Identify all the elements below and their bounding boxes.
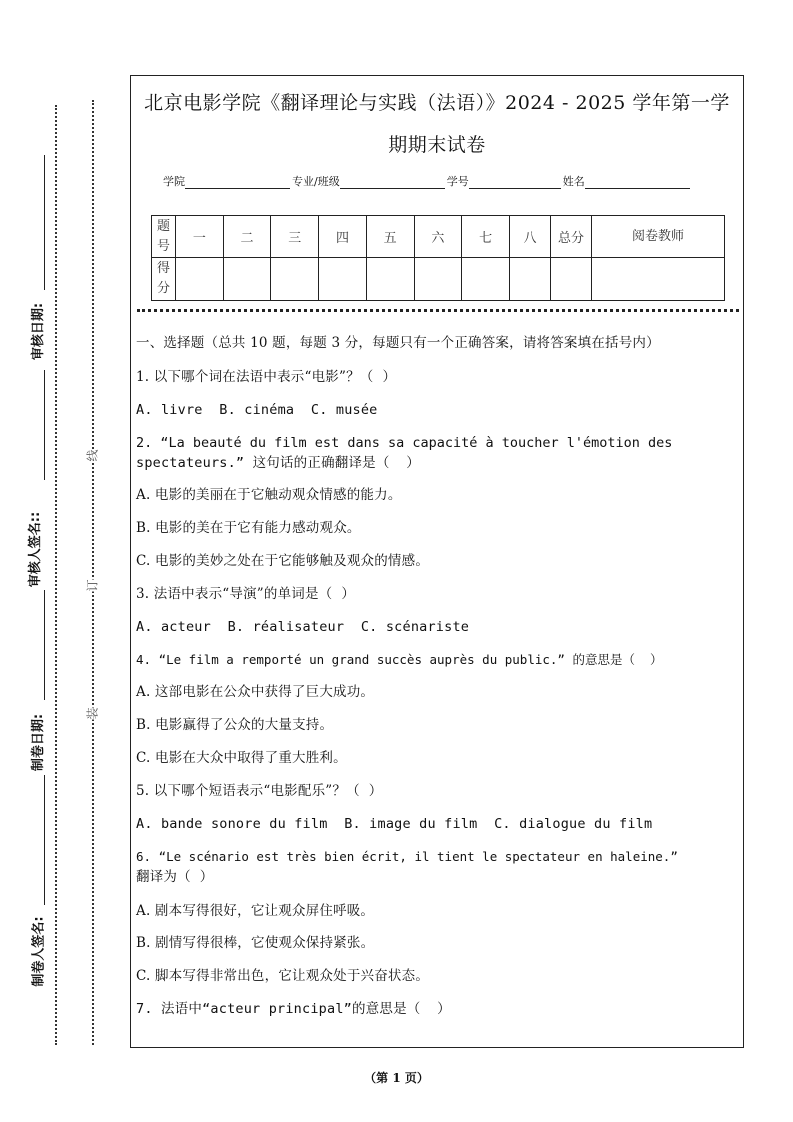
question-5: 5. 以下哪个短语表示“电影配乐”？（ ） bbox=[136, 783, 383, 799]
inner-dotted-line bbox=[92, 100, 94, 1045]
section-heading: 一、选择题（总共 10 题，每题 3 分，每题只有一个正确答案，请将答案填在括号内） bbox=[136, 335, 660, 351]
college-label: 学院 bbox=[163, 175, 185, 188]
score-cell[interactable] bbox=[366, 258, 414, 301]
q4-option-c: C. 电影在大众中取得了重大胜利。 bbox=[136, 750, 347, 766]
q3-options: A. acteur B. réalisateur C. scénariste bbox=[136, 619, 470, 635]
score-cell[interactable] bbox=[176, 258, 224, 301]
col-header: 八 bbox=[510, 216, 551, 258]
header-label: 题号 bbox=[152, 216, 176, 258]
q5-options: A. bande sonore du film B. image du film C. dialogue du film bbox=[136, 816, 653, 832]
review-date-label: 审核日期: bbox=[31, 302, 47, 361]
question-4: 4. “Le film a remporté un grand succès auprès du public.” 的意思是（ ） bbox=[136, 652, 663, 667]
make-date-label: 制卷日期: bbox=[31, 713, 47, 772]
col-header: 总分 bbox=[551, 216, 592, 258]
question-2-cont: spectateurs.” 这句话的正确翻译是（ ） bbox=[136, 455, 420, 471]
score-cell[interactable] bbox=[462, 258, 510, 301]
line-mark: 线 bbox=[85, 449, 100, 462]
exam-title-line1: 北京电影学院《翻译理论与实践（法语）》2024 - 2025 学年第一学 bbox=[144, 92, 730, 114]
section-divider bbox=[137, 309, 739, 312]
major-label: 专业/班级 bbox=[292, 175, 340, 188]
major-field[interactable] bbox=[340, 176, 445, 189]
col-header: 二 bbox=[223, 216, 271, 258]
q6-option-c: C. 脚本写得非常出色，它让观众处于兴奋状态。 bbox=[136, 968, 430, 984]
q2-option-a: A. 电影的美丽在于它触动观众情感的能力。 bbox=[136, 487, 402, 503]
score-label: 得分 bbox=[152, 258, 176, 301]
reviewer-sign-label: 审核人签名:: bbox=[28, 511, 44, 588]
score-cell[interactable] bbox=[510, 258, 551, 301]
question-2: 2. “La beauté du film est dans sa capacité à toucher l'émotion des bbox=[136, 435, 673, 451]
score-cell[interactable] bbox=[223, 258, 271, 301]
bind-mark: 装 bbox=[85, 707, 100, 720]
staple-mark: 订 bbox=[85, 579, 100, 592]
student-info bbox=[163, 173, 692, 189]
reviewer-sign-underline bbox=[44, 370, 45, 480]
student-id-field[interactable] bbox=[469, 176, 561, 189]
col-header: 五 bbox=[366, 216, 414, 258]
q1-options: A. livre B. cinéma C. musée bbox=[136, 402, 378, 418]
college-field[interactable] bbox=[185, 176, 290, 189]
student-id-label: 学号 bbox=[446, 175, 469, 188]
score-cell[interactable] bbox=[592, 258, 725, 301]
question-6-cont: 翻译为（ ） bbox=[136, 869, 214, 885]
page-number: （第 1 页） bbox=[364, 1071, 429, 1085]
col-header: 四 bbox=[319, 216, 367, 258]
q6-option-b: B. 剧情写得很棒，它使观众保持紧张。 bbox=[136, 935, 375, 951]
outer-dotted-line bbox=[55, 105, 57, 1045]
make-date-underline bbox=[44, 590, 45, 700]
q2-option-b: B. 电影的美在于它有能力感动观众。 bbox=[136, 520, 361, 536]
question-6: 6. “Le scénario est très bien écrit, il tient le spectateur en haleine.” bbox=[136, 849, 678, 864]
name-field[interactable] bbox=[585, 176, 690, 189]
question-1: 1. 以下哪个词在法语中表示“电影”？（ ） bbox=[136, 369, 397, 385]
q6-option-a: A. 剧本写得很好，它让观众屏住呼吸。 bbox=[136, 903, 375, 919]
score-cell[interactable] bbox=[271, 258, 319, 301]
q4-option-b: B. 电影赢得了公众的大量支持。 bbox=[136, 717, 334, 733]
score-row bbox=[152, 258, 725, 301]
col-header: 六 bbox=[414, 216, 462, 258]
q4-option-a: A. 这部电影在公众中获得了巨大成功。 bbox=[136, 684, 375, 700]
col-header: 三 bbox=[271, 216, 319, 258]
review-date-underline bbox=[44, 155, 45, 290]
question-7: 7. 法语中“acteur principal”的意思是（ ） bbox=[136, 1001, 451, 1017]
maker-sign-label: 制卷人签名: bbox=[31, 916, 47, 987]
col-header: 七 bbox=[462, 216, 510, 258]
q2-option-c: C. 电影的美妙之处在于它能够触及观众的情感。 bbox=[136, 553, 430, 569]
header-row bbox=[152, 216, 725, 258]
col-header: 一 bbox=[176, 216, 224, 258]
score-cell[interactable] bbox=[319, 258, 367, 301]
score-cell[interactable] bbox=[414, 258, 462, 301]
question-3: 3. 法语中表示“导演”的单词是（ ） bbox=[136, 586, 356, 602]
score-cell[interactable] bbox=[551, 258, 592, 301]
col-header: 阅卷教师 bbox=[592, 216, 725, 258]
maker-sign-underline bbox=[44, 775, 45, 905]
exam-title-line2: 期期末试卷 bbox=[388, 134, 486, 156]
score-table bbox=[151, 215, 725, 301]
name-label: 姓名 bbox=[562, 175, 585, 188]
